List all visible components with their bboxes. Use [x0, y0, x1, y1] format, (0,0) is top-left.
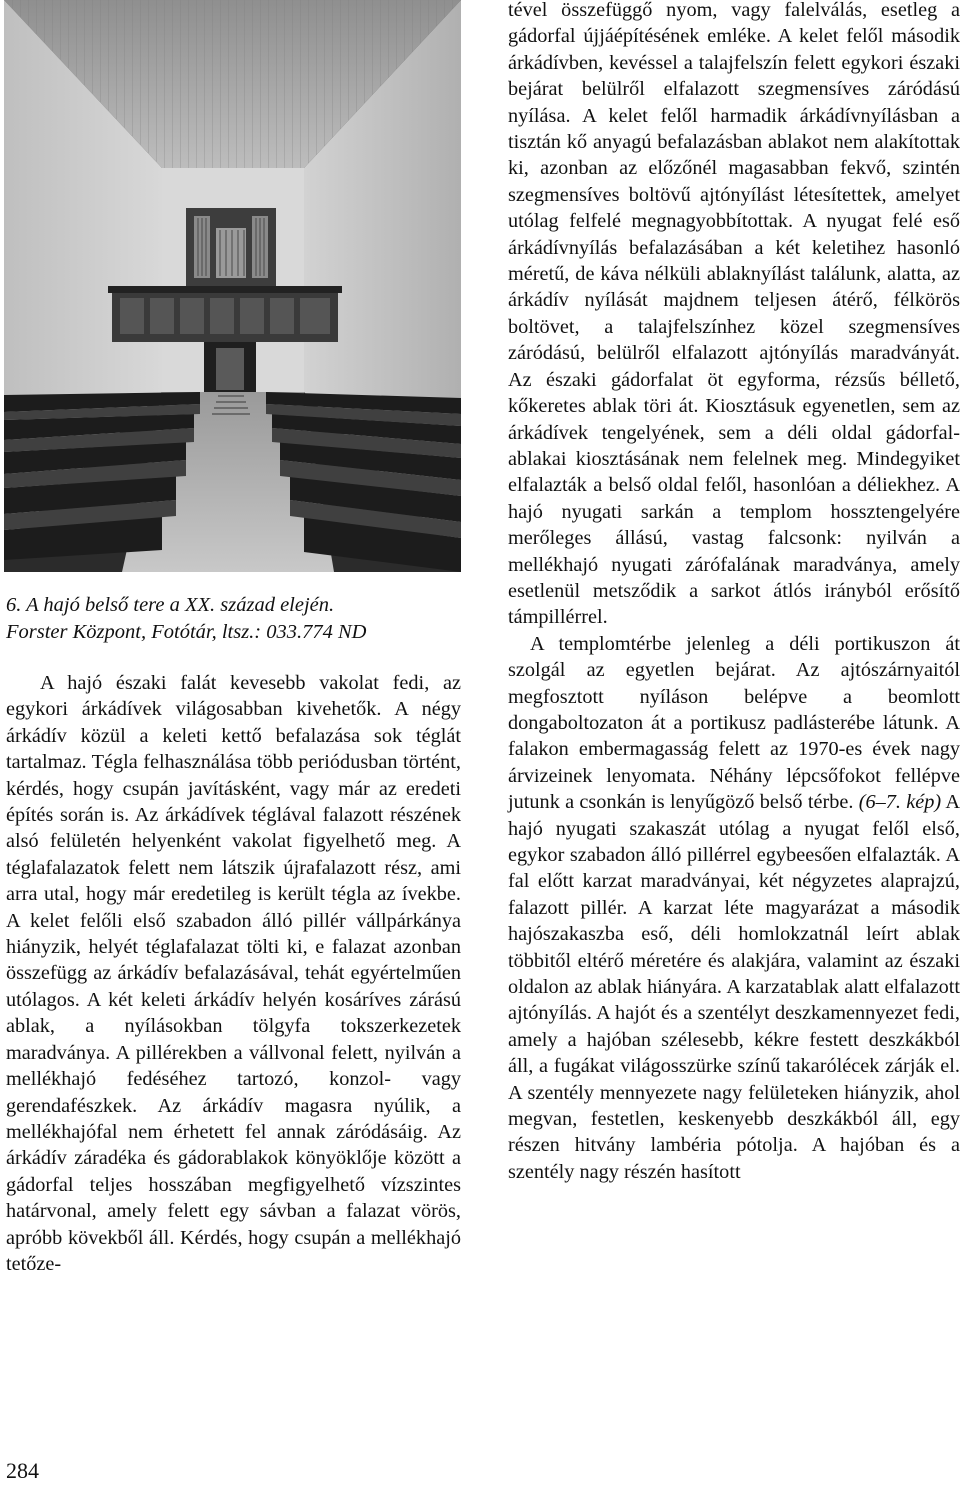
- paragraph: [508, 631, 960, 1186]
- nave-interior-photo: [4, 0, 461, 572]
- left-text-column: [6, 670, 461, 1277]
- figure-caption-source: Forster Központ, Fotótár, ltsz.: 033.774 ND: [6, 621, 367, 643]
- paragraph: tével összefüggő nyom, vagy falelválás, esetleg a gádorfal újjáépítésének emléke. A kelet felől második árkádívben, kevéssel a talajfelszín felett egykori északi bejárat belülről elfalazott szegmensíves záródású nyílása. A kelet felől harmadik árkádívnyílásban a tisztán kő anyagú befalazásban ablakot nem alakítottak ki, azonban az előzőnél magasabban fekvő, szintén szegmensíves boltövű ajtónyílást létesítettek, amelyet utólag felfelé megnagyobbítottak. A nyugat felé eső árkádívnyílás befalazásában a két keletihez hasonló méretű, de káva nélküli ablaknyílást találunk, alatta, az árkádív nyílását majdnem teljesen átérő, félkörös boltövet, a talajfelszínhez közel szegmensíves záródású, belülről elfalazott ajtónyílás maradványát. Az északi gádorfalat öt egyforma, rézsűs béllető, kőkeretes ablak töri át. Kiosztásuk egyenetlen, sem az árkádívek tengelyének, sem a déli oldal gádorfal-ablakai kiosztásának nem felelnek meg. Mindegyiket elfalazták a belső oldal felől, hasonlóan a déliekhez. A hajó nyugati sarkán a templom hossztengelyére merőleges állású, vastag falcsonk: nyilván a mellékhajó nyugati zárófalának maradványa, amely esetlenül metsződik a sarkot átlós irányból erősítő támpillérrel.: [508, 0, 960, 629]
- nave-photo-drawing: [4, 0, 461, 572]
- paragraph-text: A templomtérbe jelenleg a déli portikuszon át szolgál az egyetlen bejárat. Az ajtószárnyaitól megfosztott nyíláson belépve a beomlott dongaboltozaton át a portikusz padlásterébe látunk. A falakon embermagasság felett az 1970-es évek nagy árvizeinek lenyomata. Néhány lépcsőfokot fellépve jutunk a csonkán is lenyűgöző belső térbe.: [508, 632, 960, 814]
- paragraph: A hajó északi falát kevesebb vakolat fedi, az egykori árkádívek világosabban kivehetők. A négy árkádív közül a keleti kettő befalazása sok téglát tartalmaz. Tégla felhasználása több periódusban történt, kérdés, hogy csupán javításként, vagy már az eredeti építés során is. Az árkádívek téglával falazott részének alsó felületén helyenként vakolat figyelhető meg. A téglafalazatok felett nem látszik újrafalazott rész, ami arra utal, hogy már eredetileg is került tégla az ívekbe. A kelet felőli első szabadon álló pillér vállpárkánya hiányzik, helyét téglafalazat tölti ki, e falazat azonban összefügg az árkádív befalazásával, tehát egyértelműen utólagos. A két keleti árkádív helyén kosáríves zárású ablak, a nyílásokban tölgyfa tokszerkezetek maradványa. A pillérekben a vállvonal felett, nyilván a mellékhajó fedéséhez tartozó, konzol- vagy gerendafészkek. Az árkádív magasra nyúlik, a mellékhajófal nem érhetett fel annak záródásáig. Az árkádív záradéka és gádorablakok könyöklője között a gádorfal teljes hosszában megfigyelhető vízszintes határvonal, amely felett egy sávban a falazat vörös, apróbb kövekből áll. Kérdés, hogy csupán a mellékhajó tetőze-: [6, 672, 461, 1275]
- paragraph-text: A hajó nyugati szakaszát utólag a nyugat felől első, egykor szabadon álló pillérrel egybeesően elfalazták. A fal előtt karzat maradványai, két négyzetes alaprajzú, falazott pillér. A karzat léte magyarázat a második hajószakaszba eső, déli homlokzatnál leírt ablak többitől eltérő méretére és alakjára, valamint az északi oldalon az ablak hiányára. A karzatablak alatt elfalazott ajtónyílás. A hajót és a szentélyt deszkamennyezet fedi, amely a hajóban szélesebb, kékre festett deszkákból áll, a fugákat világosszürke színű takarólécek zárják el. A szentély mennyezete nagy felületeken hiányzik, ahol megvan, festetlen, keskenyebb deszkákból áll, egy részen hitvány lambéria pótolja. A hajóban és a szentély nagy részén hasított: [508, 791, 960, 1183]
- figure-caption: [6, 592, 466, 646]
- right-text-column: [508, 0, 960, 1185]
- figure-caption-title: 6. A hajó belső tere a XX. század elején.: [6, 594, 335, 616]
- page-number: 284: [6, 1458, 39, 1483]
- figure-reference: (6–7. kép): [858, 791, 942, 814]
